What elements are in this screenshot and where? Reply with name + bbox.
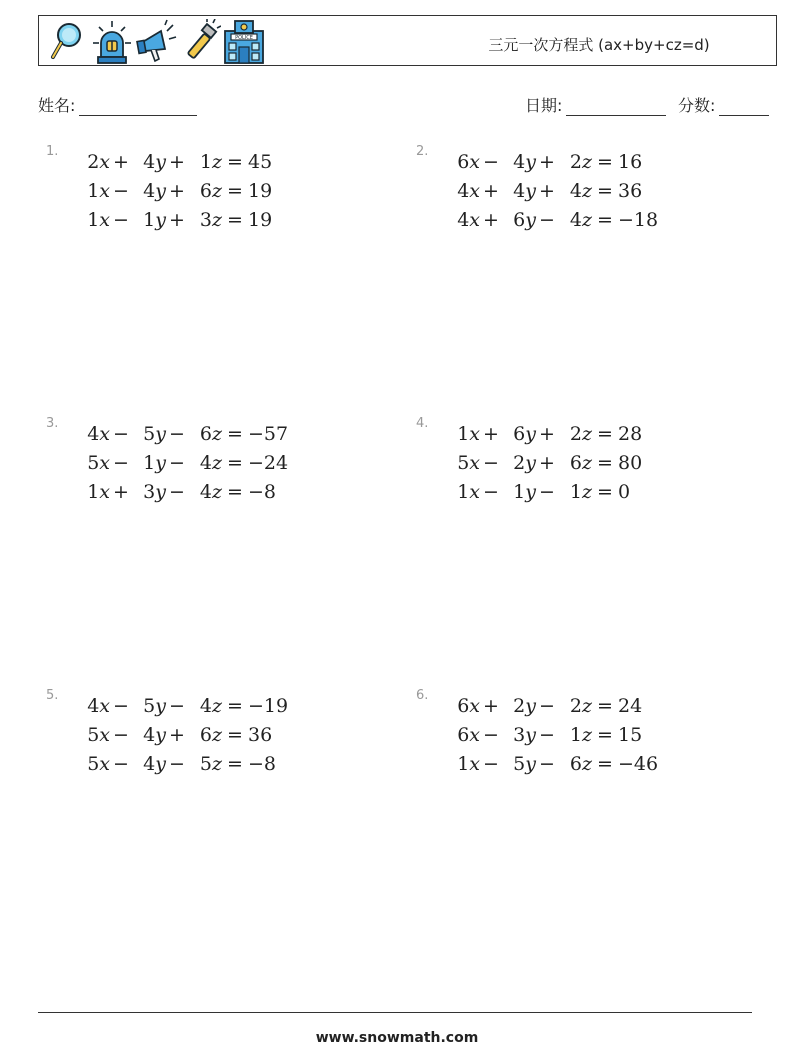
coefficient: 2 <box>569 150 582 173</box>
constant: 19 <box>248 179 273 202</box>
coefficient: 4 <box>199 694 212 717</box>
coefficient: 6 <box>513 208 526 231</box>
equation <box>438 477 642 506</box>
equation <box>438 691 658 720</box>
constant: 15 <box>618 723 643 746</box>
name-label: 姓名: <box>38 96 76 115</box>
variable: x <box>99 422 110 445</box>
coefficient: 1 <box>199 150 212 173</box>
y-term <box>502 209 536 231</box>
coefficient: 6 <box>457 150 470 173</box>
coefficient: 4 <box>513 150 526 173</box>
coefficient: 3 <box>513 723 526 746</box>
coefficient: 3 <box>143 480 156 503</box>
megaphone-icon <box>135 19 177 65</box>
variable: z <box>581 150 592 173</box>
date-field <box>525 93 666 116</box>
variable: x <box>99 752 110 775</box>
equals-sign: = <box>227 752 243 775</box>
equation-system <box>438 147 658 234</box>
operator: − <box>539 480 555 503</box>
variable: y <box>155 208 166 231</box>
y-term <box>502 481 536 503</box>
x-term <box>68 209 110 231</box>
equation-system <box>438 419 642 506</box>
z-term <box>558 151 592 173</box>
problem-number: 1. <box>46 144 59 159</box>
z-term <box>188 209 222 231</box>
z-term <box>188 481 222 503</box>
variable: x <box>469 179 480 202</box>
y-term <box>132 151 166 173</box>
variable: x <box>99 480 110 503</box>
operator: − <box>483 480 499 503</box>
constant: 36 <box>248 723 273 746</box>
coefficient: 4 <box>513 179 526 202</box>
coefficient: 1 <box>87 208 100 231</box>
variable: z <box>211 451 222 474</box>
coefficient: 6 <box>199 723 212 746</box>
variable: z <box>581 752 592 775</box>
variable: x <box>469 150 480 173</box>
magnifying-glass-icon <box>47 19 89 65</box>
operator: − <box>113 451 129 474</box>
operator: − <box>169 451 185 474</box>
coefficient: 1 <box>513 480 526 503</box>
score-label: 分数: <box>678 96 716 115</box>
problem-number: 3. <box>46 416 59 431</box>
coefficient: 1 <box>569 480 582 503</box>
variable: y <box>525 451 536 474</box>
coefficient: 2 <box>513 694 526 717</box>
header-icons <box>47 19 265 65</box>
z-term <box>188 151 222 173</box>
coefficient: 4 <box>457 179 470 202</box>
constant: 0 <box>618 480 631 503</box>
equation-system <box>68 419 288 506</box>
constant: 36 <box>618 179 643 202</box>
z-term <box>188 452 222 474</box>
equation <box>68 477 288 506</box>
y-term <box>502 695 536 717</box>
coefficient: 6 <box>569 752 582 775</box>
variable: x <box>99 723 110 746</box>
coefficient: 2 <box>569 422 582 445</box>
operator: + <box>483 694 499 717</box>
coefficient: 4 <box>87 694 100 717</box>
coefficient: 4 <box>143 723 156 746</box>
constant: −8 <box>248 752 277 775</box>
variable: y <box>525 480 536 503</box>
coefficient: 1 <box>143 451 156 474</box>
police-sign-text: POLICE <box>235 35 253 41</box>
equation <box>68 176 272 205</box>
coefficient: 5 <box>87 752 100 775</box>
coefficient: 4 <box>457 208 470 231</box>
x-term <box>438 724 480 746</box>
footer-url: www.snowmath.com <box>315 1030 479 1046</box>
operator: + <box>483 179 499 202</box>
operator: + <box>483 208 499 231</box>
operator: − <box>483 723 499 746</box>
y-term <box>132 209 166 231</box>
coefficient: 1 <box>87 179 100 202</box>
variable: z <box>581 723 592 746</box>
coefficient: 5 <box>199 752 212 775</box>
z-term <box>188 695 222 717</box>
name-line[interactable] <box>79 99 197 116</box>
x-term <box>68 695 110 717</box>
variable: x <box>99 694 110 717</box>
z-term <box>558 481 592 503</box>
x-term <box>68 452 110 474</box>
variable: z <box>211 480 222 503</box>
coefficient: 5 <box>143 694 156 717</box>
x-term <box>68 481 110 503</box>
variable: x <box>469 752 480 775</box>
coefficient: 4 <box>199 480 212 503</box>
constant: −24 <box>248 451 289 474</box>
constant: −8 <box>248 480 277 503</box>
operator: − <box>113 422 129 445</box>
equals-sign: = <box>597 422 613 445</box>
coefficient: 4 <box>143 752 156 775</box>
operator: + <box>113 150 129 173</box>
operator: − <box>483 150 499 173</box>
equation <box>68 147 272 176</box>
z-term <box>558 724 592 746</box>
coefficient: 2 <box>87 150 100 173</box>
variable: x <box>469 422 480 445</box>
y-term <box>132 753 166 775</box>
constant: 16 <box>618 150 643 173</box>
z-term <box>188 423 222 445</box>
y-term <box>132 481 166 503</box>
coefficient: 1 <box>87 480 100 503</box>
coefficient: 6 <box>513 422 526 445</box>
variable: z <box>211 752 222 775</box>
z-term <box>558 753 592 775</box>
y-term <box>502 753 536 775</box>
z-term <box>558 423 592 445</box>
variable: x <box>469 694 480 717</box>
variable: z <box>211 179 222 202</box>
problem-2 <box>416 144 746 244</box>
equation <box>438 176 658 205</box>
problem-number: 5. <box>46 688 59 703</box>
operator: − <box>113 179 129 202</box>
constant: −19 <box>248 694 289 717</box>
z-term <box>188 180 222 202</box>
coefficient: 5 <box>457 451 470 474</box>
problem-3 <box>46 416 376 516</box>
coefficient: 6 <box>569 451 582 474</box>
operator: − <box>539 208 555 231</box>
constant: 80 <box>618 451 643 474</box>
variable: x <box>469 480 480 503</box>
variable: x <box>99 208 110 231</box>
equals-sign: = <box>597 179 613 202</box>
variable: y <box>155 150 166 173</box>
equation <box>438 205 658 234</box>
z-term <box>558 695 592 717</box>
coefficient: 5 <box>87 723 100 746</box>
date-label: 日期: <box>525 96 563 115</box>
constant: 45 <box>248 150 273 173</box>
x-term <box>438 423 480 445</box>
variable: x <box>99 179 110 202</box>
variable: y <box>525 179 536 202</box>
coefficient: 1 <box>569 723 582 746</box>
variable: x <box>469 723 480 746</box>
name-field <box>38 93 197 116</box>
coefficient: 6 <box>199 422 212 445</box>
equals-sign: = <box>227 422 243 445</box>
x-term <box>68 753 110 775</box>
equation <box>68 720 288 749</box>
operator: + <box>169 208 185 231</box>
coefficient: 6 <box>457 694 470 717</box>
coefficient: 6 <box>457 723 470 746</box>
z-term <box>558 452 592 474</box>
operator: − <box>483 451 499 474</box>
equation <box>438 720 658 749</box>
variable: y <box>155 752 166 775</box>
problem-5 <box>46 688 376 788</box>
y-term <box>132 695 166 717</box>
x-term <box>438 180 480 202</box>
flashlight-icon <box>179 19 221 65</box>
equation <box>68 419 288 448</box>
constant: 19 <box>248 208 273 231</box>
operator: + <box>483 422 499 445</box>
coefficient: 4 <box>199 451 212 474</box>
variable: x <box>99 150 110 173</box>
operator: + <box>169 150 185 173</box>
variable: y <box>525 723 536 746</box>
constant: −57 <box>248 422 289 445</box>
variable: x <box>99 451 110 474</box>
equation <box>68 691 288 720</box>
coefficient: 3 <box>199 208 212 231</box>
y-term <box>132 423 166 445</box>
y-term <box>502 452 536 474</box>
x-term <box>438 753 480 775</box>
variable: y <box>525 208 536 231</box>
z-term <box>558 209 592 231</box>
equals-sign: = <box>597 451 613 474</box>
y-term <box>502 180 536 202</box>
variable: z <box>581 179 592 202</box>
worksheet-header <box>38 15 777 66</box>
siren-icon <box>91 19 133 65</box>
variable: y <box>155 179 166 202</box>
operator: + <box>169 723 185 746</box>
equation-system <box>438 691 658 778</box>
problem-number: 6. <box>416 688 429 703</box>
y-term <box>502 151 536 173</box>
variable: z <box>581 480 592 503</box>
variable: x <box>469 451 480 474</box>
problem-4 <box>416 416 746 516</box>
equals-sign: = <box>227 723 243 746</box>
coefficient: 4 <box>143 150 156 173</box>
equation-system <box>68 691 288 778</box>
x-term <box>68 180 110 202</box>
x-term <box>438 452 480 474</box>
equation <box>68 205 272 234</box>
variable: y <box>155 422 166 445</box>
equation <box>68 749 288 778</box>
operator: + <box>113 480 129 503</box>
equation <box>438 419 642 448</box>
equals-sign: = <box>597 723 613 746</box>
x-term <box>438 209 480 231</box>
equals-sign: = <box>597 752 613 775</box>
operator: − <box>539 723 555 746</box>
y-term <box>502 724 536 746</box>
coefficient: 6 <box>199 179 212 202</box>
operator: − <box>169 752 185 775</box>
z-term <box>558 180 592 202</box>
equation-system <box>68 147 272 234</box>
problem-number: 2. <box>416 144 429 159</box>
operator: − <box>169 480 185 503</box>
operator: + <box>169 179 185 202</box>
operator: − <box>483 752 499 775</box>
variable: z <box>211 208 222 231</box>
equals-sign: = <box>597 150 613 173</box>
operator: + <box>539 179 555 202</box>
variable: y <box>155 723 166 746</box>
coefficient: 4 <box>87 422 100 445</box>
operator: − <box>539 694 555 717</box>
y-term <box>132 724 166 746</box>
variable: y <box>155 694 166 717</box>
variable: z <box>581 694 592 717</box>
constant: 24 <box>618 694 643 717</box>
equals-sign: = <box>227 150 243 173</box>
coefficient: 5 <box>513 752 526 775</box>
coefficient: 1 <box>143 208 156 231</box>
score-line[interactable] <box>719 99 769 116</box>
score-field <box>678 93 769 116</box>
equals-sign: = <box>597 480 613 503</box>
y-term <box>132 452 166 474</box>
x-term <box>68 151 110 173</box>
equation <box>438 147 658 176</box>
constant: 28 <box>618 422 643 445</box>
coefficient: 1 <box>457 422 470 445</box>
coefficient: 4 <box>143 179 156 202</box>
coefficient: 2 <box>513 451 526 474</box>
variable: y <box>525 694 536 717</box>
equation <box>68 448 288 477</box>
x-term <box>68 724 110 746</box>
coefficient: 4 <box>569 179 582 202</box>
variable: z <box>211 422 222 445</box>
variable: z <box>581 422 592 445</box>
operator: − <box>113 752 129 775</box>
problem-6 <box>416 688 746 788</box>
variable: y <box>155 480 166 503</box>
coefficient: 4 <box>569 208 582 231</box>
date-line[interactable] <box>566 99 666 116</box>
x-term <box>68 423 110 445</box>
problem-number: 4. <box>416 416 429 431</box>
operator: − <box>539 752 555 775</box>
equals-sign: = <box>597 208 613 231</box>
constant: −18 <box>618 208 659 231</box>
coefficient: 5 <box>87 451 100 474</box>
equals-sign: = <box>227 694 243 717</box>
operator: + <box>539 422 555 445</box>
problem-1 <box>46 144 376 244</box>
y-term <box>132 180 166 202</box>
x-term <box>438 695 480 717</box>
equals-sign: = <box>597 694 613 717</box>
variable: z <box>581 208 592 231</box>
footer-divider <box>38 1012 752 1013</box>
variable: z <box>211 694 222 717</box>
variable: y <box>525 150 536 173</box>
operator: − <box>113 694 129 717</box>
operator: + <box>539 150 555 173</box>
y-term <box>502 423 536 445</box>
variable: x <box>469 208 480 231</box>
variable: y <box>155 451 166 474</box>
x-term <box>438 151 480 173</box>
operator: − <box>169 694 185 717</box>
equals-sign: = <box>227 480 243 503</box>
equals-sign: = <box>227 208 243 231</box>
constant: −46 <box>618 752 659 775</box>
equation <box>438 448 642 477</box>
variable: z <box>581 451 592 474</box>
coefficient: 5 <box>143 422 156 445</box>
operator: − <box>113 723 129 746</box>
variable: z <box>211 723 222 746</box>
variable: y <box>525 752 536 775</box>
coefficient: 1 <box>457 480 470 503</box>
coefficient: 1 <box>457 752 470 775</box>
z-term <box>188 753 222 775</box>
operator: + <box>539 451 555 474</box>
police-station-icon <box>223 19 265 65</box>
variable: z <box>211 150 222 173</box>
operator: − <box>169 422 185 445</box>
coefficient: 2 <box>569 694 582 717</box>
variable: y <box>525 422 536 445</box>
equals-sign: = <box>227 179 243 202</box>
equals-sign: = <box>227 451 243 474</box>
equation <box>438 749 658 778</box>
operator: − <box>113 208 129 231</box>
x-term <box>438 481 480 503</box>
worksheet-title: 三元一次方程式 (ax+by+cz=d) <box>488 36 710 54</box>
z-term <box>188 724 222 746</box>
